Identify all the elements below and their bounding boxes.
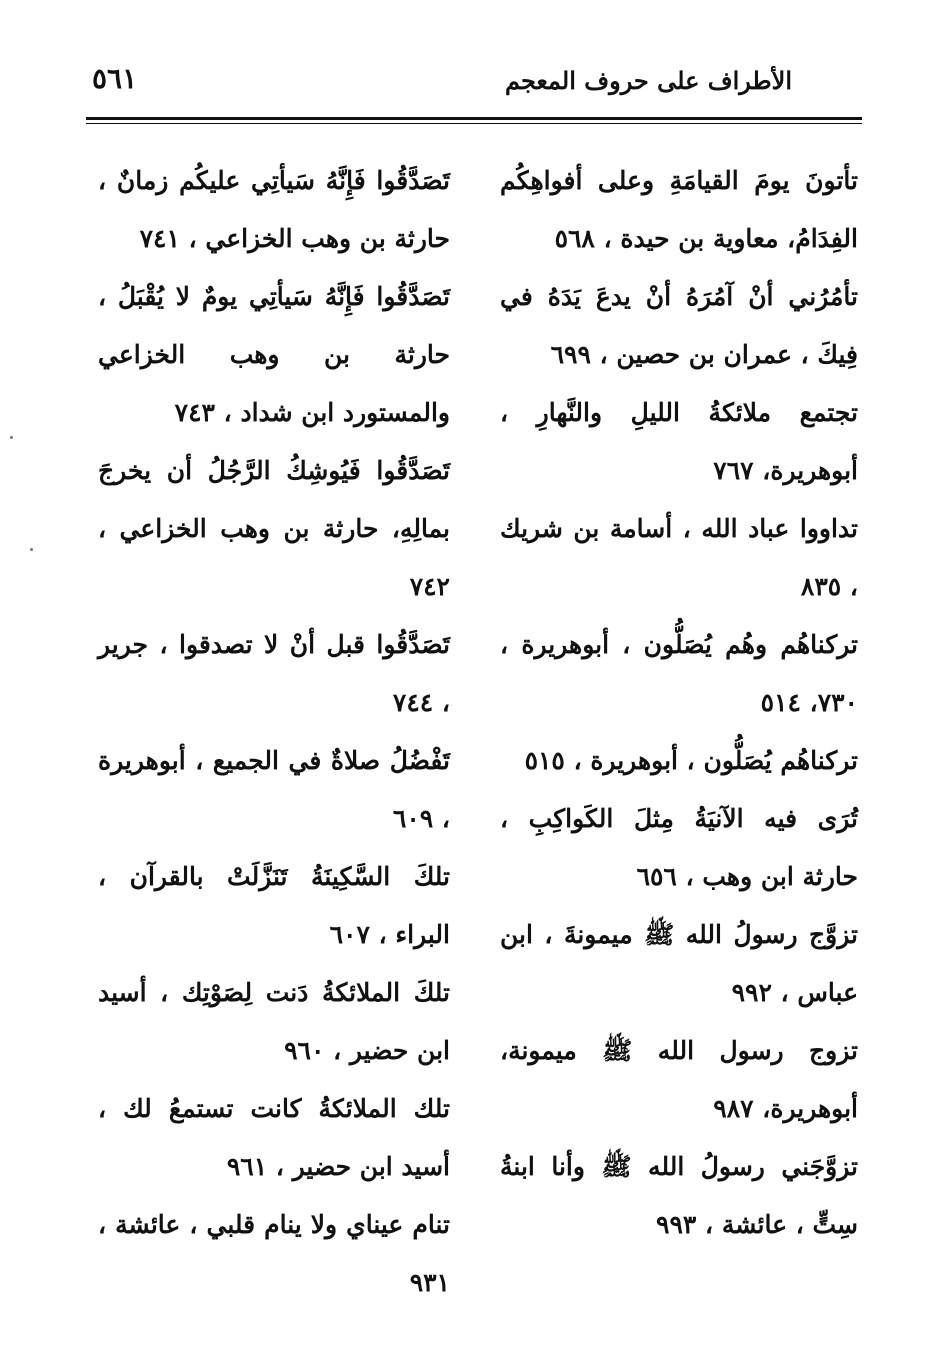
index-entry: تزوج رسول الله ﷺ ميمونة، أبوهريرة، ٩٨٧ [500, 1036, 858, 1123]
index-entry: تَفْضُلُ صلاةٌ في الجميع ، أبوهريرة ، ٦٠٩ [98, 746, 450, 833]
index-entry: تلك الملائكةُ كانت تستمعُ لك ، أسيد ابن حضير ، ٩٦١ [98, 1094, 450, 1181]
index-entry: تَصَدَّقُوا فَإِنَّهُ سَيأتِي يومٌ لا يُقْبَلُ ، حارثة بن وهب الخزاعي والمستورد ابن شداد ، ٧٤٣ [98, 282, 450, 427]
index-entry: تأمُرُني أنْ آمُرَهُ أنْ يدعَ يَدَهُ في فِيكَ ، عمران بن حصين ، ٦٩٩ [500, 282, 858, 369]
index-entry: تلكَ الملائكةُ دَنت لِصَوْتِك ، أسيد ابن حضير ، ٩٦٠ [98, 978, 450, 1065]
page-number: ٥٦١ [92, 62, 138, 95]
index-entry: تَصَدَّقُوا فَيُوشِكُ الرَّجُلُ أن يخرجَ بمالِهِ، حارثة بن وهب الخزاعي ، ٧٤٢ [98, 456, 450, 601]
index-entry: تَصَدَّقُوا فَإِنَّهُ سَيأتِي عليكُم زمانٌ ، حارثة بن وهب الخزاعي ، ٧٤١ [98, 166, 450, 253]
index-entry: تأتونَ يومَ القيامَةِ وعلى أفواهِكُم الفِدَامُ، معاوية بن حيدة ، ٥٦٨ [500, 166, 858, 253]
index-entry: تُرَى فيه الآنيَةُ مِثلَ الكَواكِبِ ، حارثة ابن وهب ، ٦٥٦ [500, 804, 858, 891]
header-rule-thick [86, 117, 862, 120]
header-rule-thin [86, 123, 862, 124]
scan-speck [10, 436, 13, 439]
running-header-title: الأطراف على حروف المعجم [504, 66, 792, 95]
index-entry: تلكَ السَّكِينَةُ تَنَزَّلَتْ بالقرآن ، البراء ، ٦٠٧ [98, 862, 450, 949]
index-entry: تزوَّج رسولُ الله ﷺ ميمونةَ ، ابن عباس ، ٩٩٢ [500, 920, 858, 1007]
index-entry: تداووا عباد الله ، أسامة بن شريك ، ٨٣٥ [500, 514, 858, 601]
index-entry: تركناهُم وهُم يُصَلُّون ، أبوهريرة ، ٧٣٠، ٥١٤ [500, 630, 858, 717]
left-column [98, 152, 450, 1312]
index-entry: تَصَدَّقُوا قبل أنْ لا تصدقوا ، جرير ، ٧٤٤ [98, 630, 450, 717]
index-entry: تركناهُم يُصَلُّون ، أبوهريرة ، ٥١٥ [524, 746, 858, 775]
scan-speck [30, 548, 33, 551]
index-entry: تجتمع ملائكةُ الليلِ والنَّهارِ ، أبوهريرة، ٧٦٧ [500, 398, 858, 485]
index-entry: تنام عيناي ولا ينام قلبي ، عائشة ، ٩٣١ [98, 1210, 450, 1297]
index-entry: تزوَّجَني رسولُ الله ﷺ وأنا ابنةُ سِتٍّ ، عائشة ، ٩٩٣ [500, 1152, 858, 1239]
right-column [500, 152, 858, 1254]
